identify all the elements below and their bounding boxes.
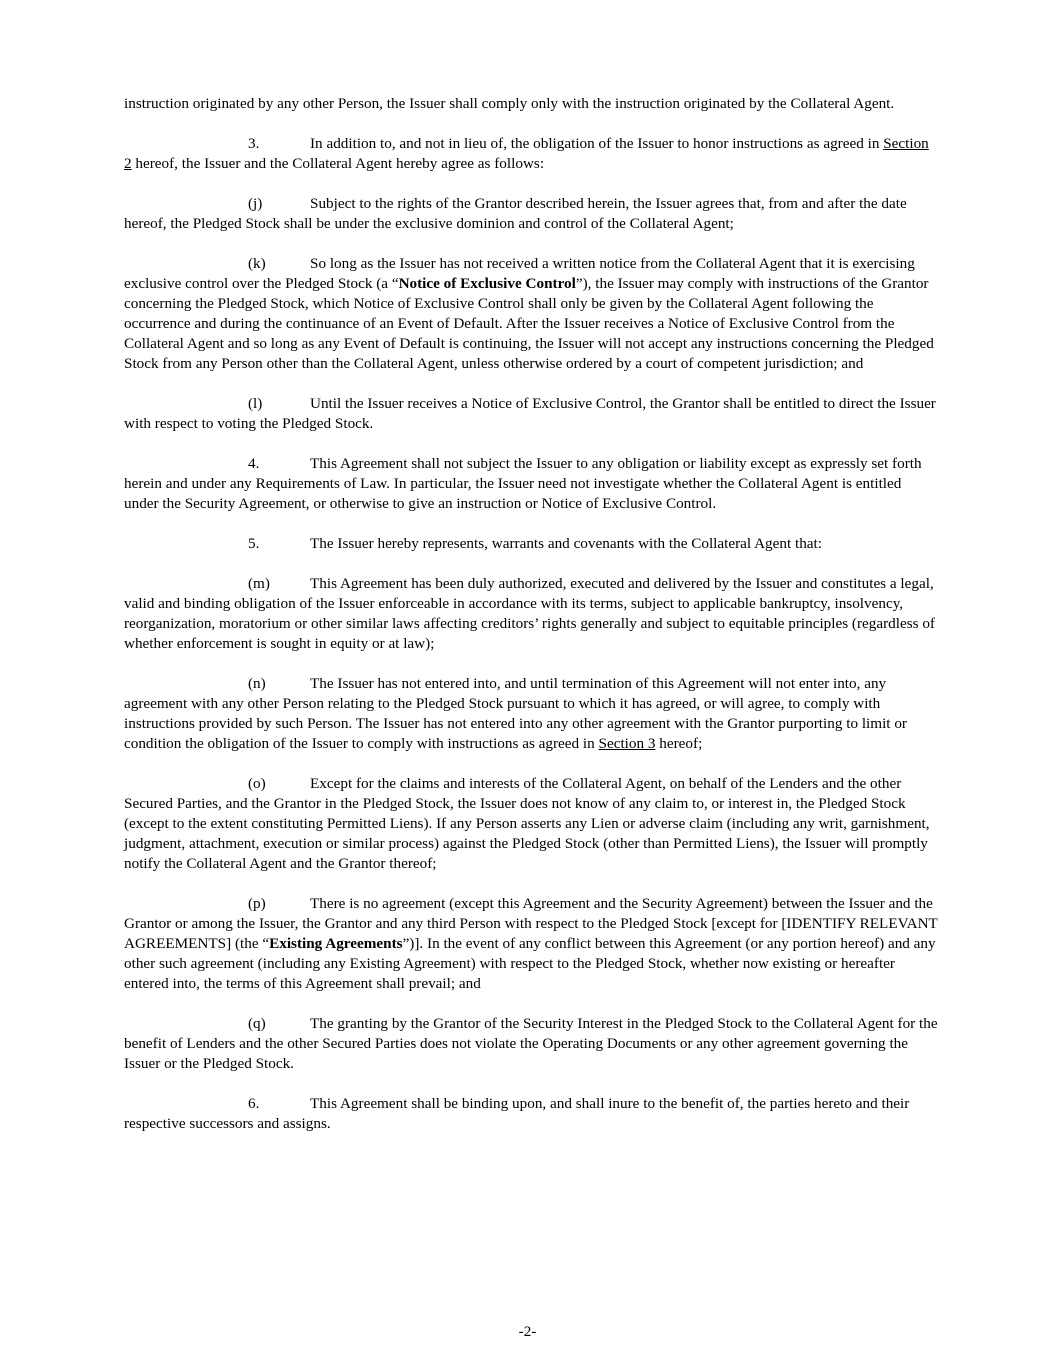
- paragraph-text: ”), the Issuer may comply with instructions of the Grantor concerning the Pledged Stock, which Notice of Exclusive Control shall only be given by the Collateral Agent following the occurrence and during the continuance of an Event of Default. After the Issuer receives a Notice of Exclusive Control from the Collateral Agent and so long as any Event of Default is continuing, the Issuer will not accept any instructions concerning the Pledged Stock from any Person other than the Collateral Agent, unless otherwise ordered by a court of competent jurisdiction; and: [124, 275, 934, 372]
- section-3: [124, 134, 938, 174]
- clause-j: [124, 194, 938, 234]
- section-6: [124, 1094, 938, 1134]
- clause-q: [124, 1014, 938, 1074]
- section-2-reference: Section 2: [124, 135, 929, 172]
- paragraph-text: hereof, the Issuer and the Collateral Agent hereby agree as follows:: [131, 155, 545, 172]
- clause-number: (m): [248, 575, 270, 592]
- paragraph-text: ”)]. In the event of any conflict between this Agreement (or any portion hereof) and any other such agreement (including any Existing Agreement) with respect to the Pledged Stock, whether now existing or hereafter entered into, the terms of this Agreement shall prevail; and: [124, 935, 936, 992]
- clause-number: (n): [248, 675, 266, 692]
- paragraph-text: hereof;: [655, 735, 703, 752]
- defined-term: Existing Agreements: [269, 935, 403, 952]
- section-number: 6.: [248, 1095, 260, 1112]
- paragraph-text: Until the Issuer receives a Notice of Exclusive Control, the Grantor shall be entitled to direct the Issuer with respect to voting the Pledged Stock.: [124, 395, 936, 432]
- clause-l: [124, 394, 938, 434]
- clause-number: (q): [248, 1015, 266, 1032]
- document-page: [124, 94, 938, 1154]
- paragraph-text: The Issuer hereby represents, warrants and covenants with the Collateral Agent that:: [310, 535, 822, 552]
- clause-number: (o): [248, 775, 266, 792]
- clause-number: (j): [248, 195, 263, 212]
- paragraph-text: There is no agreement (except this Agreement and the Security Agreement) between the Issuer and the Grantor or among the Issuer, the Grantor and any third Person with respect to the Pledged Stock [except for [IDENTIFY RELEVANT AGREEMENTS] (the “: [124, 895, 938, 952]
- section-number: 4.: [248, 455, 260, 472]
- paragraph-text: instruction originated by any other Person, the Issuer shall comply only with the instruction originated by the Collateral Agent.: [124, 95, 895, 112]
- clause-number: (k): [248, 255, 266, 272]
- paragraph-text: The Issuer has not entered into, and until termination of this Agreement will not enter into, any agreement with any other Person relating to the Pledged Stock pursuant to which it has agreed, or will agree, to comply with instructions provided by such Person. The Issuer has not entered into any other agreement with the Grantor purporting to limit or condition the obligation of the Issuer to comply with instructions as agreed in: [124, 675, 907, 752]
- section-number: 3.: [248, 135, 260, 152]
- page-number: -2-: [518, 1323, 537, 1340]
- paragraph-text: This Agreement shall not subject the Issuer to any obligation or liability except as expressly set forth herein and under any Requirements of Law. In particular, the Issuer need not investigate whether the Collateral Agent is entitled under the Security Agreement, or otherwise to give an instruction or Notice of Exclusive Control.: [124, 455, 922, 512]
- clause-n: [124, 674, 938, 754]
- clause-number: (p): [248, 895, 266, 912]
- section-5: [124, 534, 938, 554]
- clause-k: [124, 254, 938, 374]
- defined-term: Notice of Exclusive Control: [398, 275, 576, 292]
- paragraph-text: This Agreement shall be binding upon, and shall inure to the benefit of, the parties hereto and their respective successors and assigns.: [124, 1095, 910, 1132]
- clause-p: [124, 894, 938, 994]
- paragraph-text: The granting by the Grantor of the Security Interest in the Pledged Stock to the Collateral Agent for the benefit of Lenders and the other Secured Parties does not violate the Operating Documents or any other agreement governing the Issuer or the Pledged Stock.: [124, 1015, 938, 1072]
- clause-o: [124, 774, 938, 874]
- section-number: 5.: [248, 535, 260, 552]
- paragraph-text: Except for the claims and interests of the Collateral Agent, on behalf of the Lenders and the other Secured Parties, and the Grantor in the Pledged Stock, the Issuer does not know of any claim to, or interest in, the Pledged Stock (except to the extent constituting Permitted Liens). If any Person asserts any Lien or adverse claim (including any writ, garnishment, judgment, attachment, execution or similar process) against the Pledged Stock (other than Permitted Liens), the Issuer will promptly notify the Collateral Agent and the Grantor thereof;: [124, 775, 930, 872]
- section-4: [124, 454, 938, 514]
- paragraph-text: So long as the Issuer has not received a written notice from the Collateral Agent that it is exercising exclusive control over the Pledged Stock (a “: [124, 255, 915, 292]
- paragraph-text: This Agreement has been duly authorized, executed and delivered by the Issuer and constitutes a legal, valid and binding obligation of the Issuer enforceable in accordance with its terms, subject to applicable bankruptcy, insolvency, reorganization, moratorium or other similar laws affecting creditors’ rights generally and subject to equitable principles (regardless of whether enforcement is sought in equity or at law);: [124, 575, 935, 652]
- clause-m: [124, 574, 938, 654]
- paragraph-text: In addition to, and not in lieu of, the obligation of the Issuer to honor instructions as agreed in: [310, 135, 884, 152]
- paragraph-text: Subject to the rights of the Grantor described herein, the Issuer agrees that, from and after the date hereof, the Pledged Stock shall be under the exclusive dominion and control of the Collateral Agent;: [124, 195, 907, 232]
- clause-number: (l): [248, 395, 263, 412]
- section-3-reference: Section 3: [598, 735, 656, 752]
- paragraph-continuation: [124, 94, 938, 114]
